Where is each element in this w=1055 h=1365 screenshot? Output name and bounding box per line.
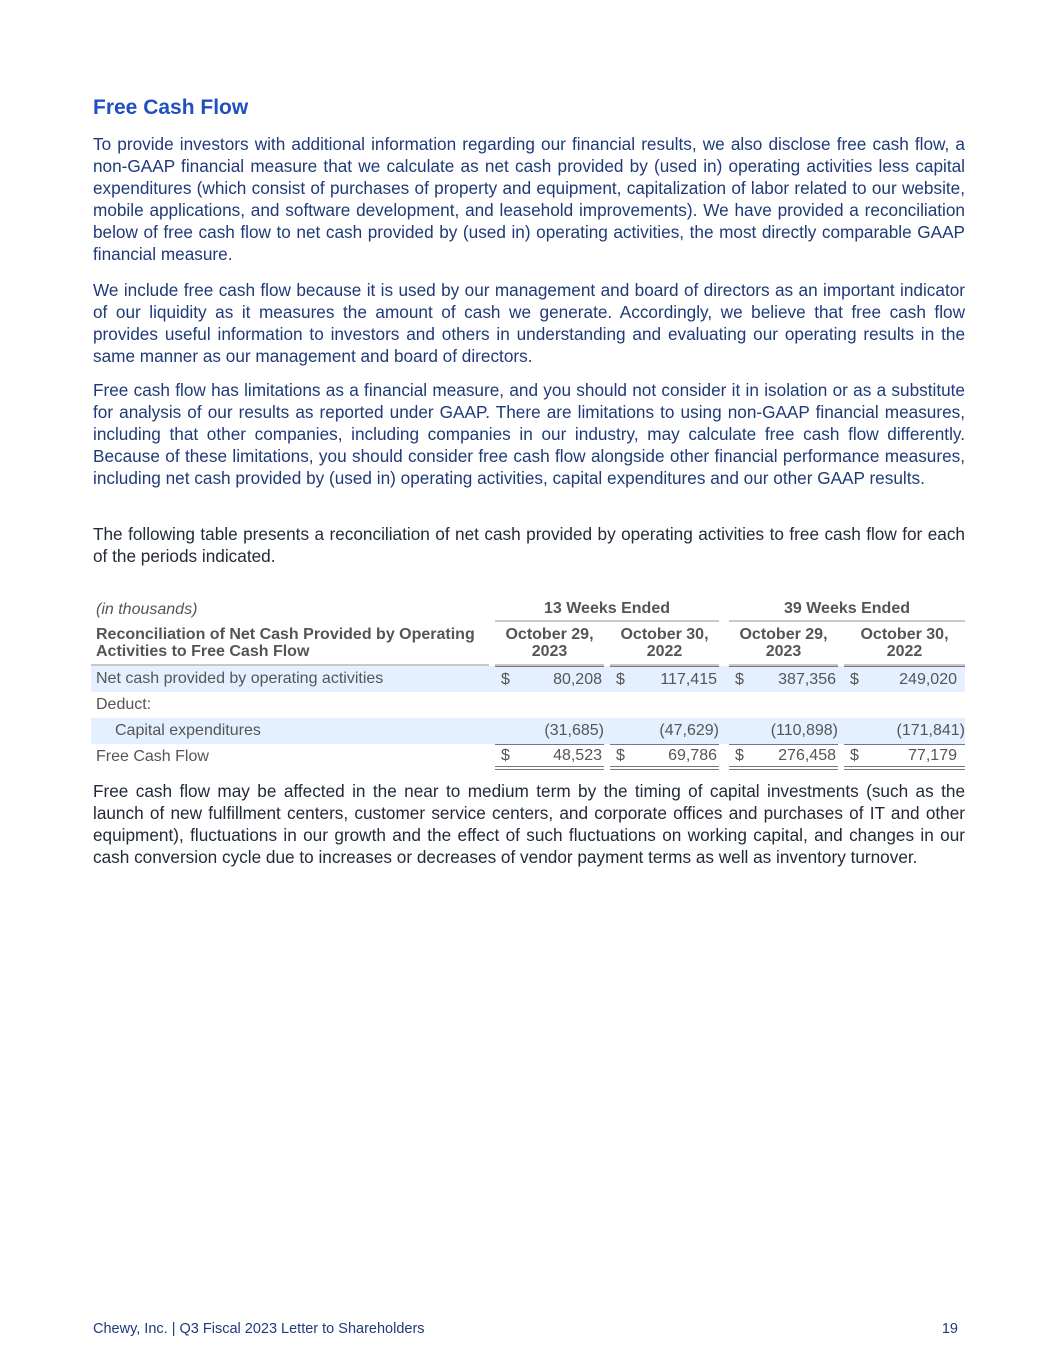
footer-document-title: Chewy, Inc. | Q3 Fiscal 2023 Letter to Shareholders	[93, 1321, 425, 1337]
page-number: 19	[941, 1321, 958, 1337]
capex-label: Capital expenditures	[91, 718, 489, 744]
row-header-label: Reconciliation of Net Cash Provided by Operating Activities to Free Cash Flow	[91, 622, 489, 666]
currency-symbol: $	[844, 666, 864, 692]
section-title: Free Cash Flow	[93, 96, 249, 119]
col-39w-2022: October 30, 2022	[844, 622, 965, 666]
units-label: (in thousands)	[96, 601, 198, 618]
net-cash-13w-2023: 80,208	[515, 666, 604, 692]
closing-paragraph: Free cash flow may be affected in the near to medium term by the timing of capital investments (such as the launch of new fulfillment centers, customer service centers, and corporate offices and purchases of IT and other equipment), fluctuations in our growth and the effect of such fluctuations on working capital, and changes in our cash conversion cycle due to increases or decreases of vendor payment terms as well as inventory turnover.	[93, 781, 965, 867]
capex-13w-2022: (47,629)	[630, 718, 719, 744]
capex-39w-2023: (110,898)	[749, 718, 838, 744]
table-row	[91, 744, 965, 770]
currency-symbol: $	[610, 744, 630, 770]
net-cash-13w-2022: 117,415	[630, 666, 719, 692]
currency-symbol: $	[729, 744, 749, 770]
table-column-header-row	[91, 622, 965, 666]
net-cash-39w-2022: 249,020	[864, 666, 965, 692]
currency-symbol: $	[610, 666, 630, 692]
currency-symbol: $	[844, 744, 864, 770]
purpose-paragraph: We include free cash flow because it is used by our management and board of directors as an important indicator of our liquidity as it measures the amount of cash we generate. Accordingly, we believe that free cash flow provides useful information to investors and others in understanding and evaluating our operating results in the same manner as our management and board of directors.	[93, 280, 965, 366]
intro-paragraph: To provide investors with additional information regarding our financial results, we also disclose free cash flow, a non-GAAP financial measure that we calculate as net cash provided by (used in) operating activities less capital expenditures (which consist of purchases of property and equipment, capitalization of labor related to our website, mobile applications, and software development, and leasehold improvements). We have provided a reconciliation below of free cash flow to net cash provided by (used in) operating activities, the most directly comparable GAAP financial measure.	[93, 134, 965, 264]
col-13w-2022: October 30, 2022	[610, 622, 719, 666]
currency-symbol: $	[495, 666, 515, 692]
fcf-reconciliation-table	[91, 598, 965, 770]
currency-symbol: $	[729, 666, 749, 692]
fcf-39w-2022: 77,179	[864, 744, 965, 770]
fcf-39w-2023: 276,458	[749, 744, 838, 770]
capex-39w-2022: (171,841)	[864, 718, 965, 744]
net-cash-39w-2023: 387,356	[749, 666, 838, 692]
col-39w-2023: October 29, 2023	[729, 622, 838, 666]
fcf-13w-2023: 48,523	[515, 744, 604, 770]
currency-symbol: $	[495, 744, 515, 770]
limitations-paragraph: Free cash flow has limitations as a financial measure, and you should not consider it in isolation or as a substitute for analysis of our results as reported under GAAP. There are limitations to using non-GAAP financial measures, including that other companies, including companies in our industry, may calculate free cash flow differently. Because of these limitations, you should consider free cash flow alongside other financial performance measures, including net cash provided by (used in) operating activities, capital expenditures and our other GAAP results.	[93, 380, 965, 488]
table-row	[91, 718, 965, 744]
table-group-header-row	[91, 598, 965, 622]
deduct-label: Deduct:	[96, 696, 152, 713]
table-intro-paragraph: The following table presents a reconciliation of net cash provided by operating activities to free cash flow for each of the periods indicated.	[93, 524, 965, 566]
group-13-weeks: 13 Weeks Ended	[495, 598, 719, 622]
capex-13w-2023: (31,685)	[515, 718, 604, 744]
fcf-13w-2022: 69,786	[630, 744, 719, 770]
table-row	[91, 692, 965, 718]
col-13w-2023: October 29, 2023	[495, 622, 604, 666]
group-39-weeks: 39 Weeks Ended	[729, 598, 965, 622]
table-row	[91, 666, 965, 692]
net-cash-label: Net cash provided by operating activities	[91, 666, 489, 692]
fcf-label: Free Cash Flow	[96, 748, 209, 765]
